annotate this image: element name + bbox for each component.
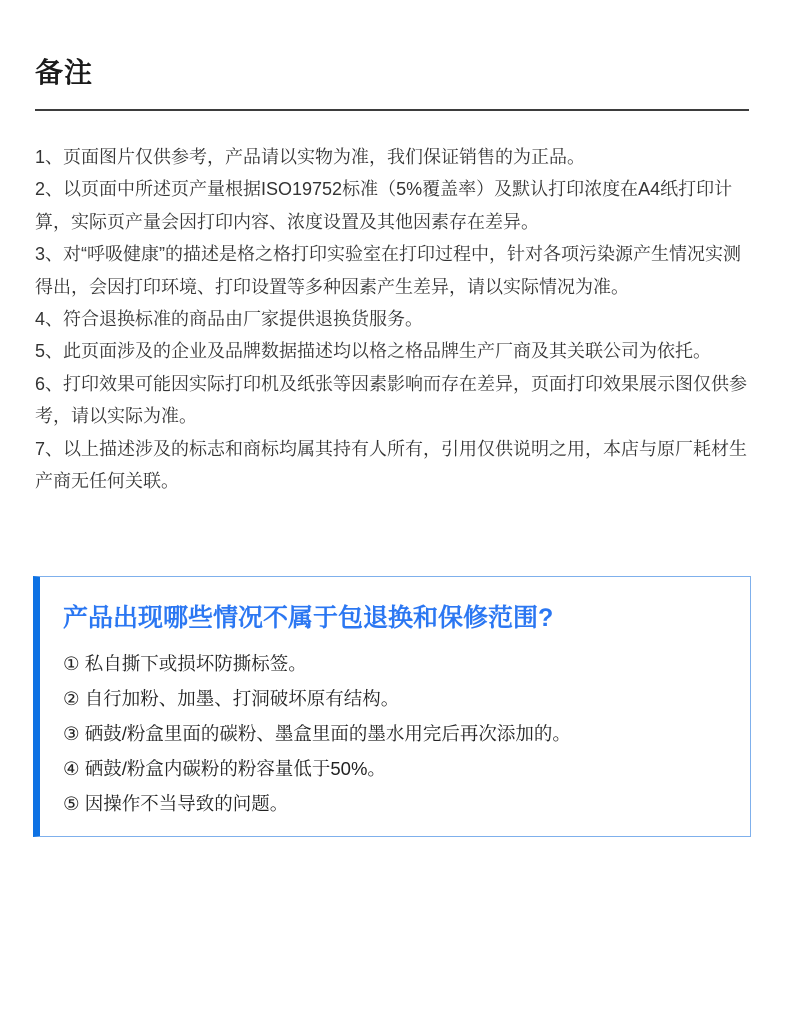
warranty-item: ③ 硒鼓/粉盒里面的碳粉、墨盒里面的墨水用完后再次添加的。 <box>63 723 571 745</box>
warranty-item: ② 自行加粉、加墨、打洞破坏原有结构。 <box>63 688 400 710</box>
note-item: 1、页面图片仅供参考，产品请以实物为准，我们保证销售的为正品。 <box>35 147 586 167</box>
note-item: 2、以页面中所述页产量根据ISO19752标准（5%覆盖率）及默认打印浓度在A4纸打印计算，实际页产量会因打印内容、浓度设置及其他因素存在差异。 <box>35 179 733 232</box>
warranty-item: ④ 硒鼓/粉盒内碳粉的粉容量低于50%。 <box>63 758 386 780</box>
note-item: 6、打印效果可能因实际打印机及纸张等因素影响而存在差异，页面打印效果展示图仅供参考，请以实际为准。 <box>35 373 748 427</box>
warranty-exclusions-title: 产品出现哪些情况不属于包退换和保修范围? <box>63 604 554 633</box>
notes-list <box>35 141 751 497</box>
note-item: 7、以上描述涉及的标志和商标均属其持有人所有，引用仅供说明之用，本店与原厂耗材生产商无任何关联。 <box>35 438 748 492</box>
note-item: 3、对“呼吸健康”的描述是格之格打印实验室在打印过程中，针对各项污染源产生情况实测得出，会因打印环境、打印设置等多种因素产生差异，请以实际情况为准。 <box>35 244 741 297</box>
warranty-item: ⑤ 因操作不当导致的问题。 <box>63 793 289 815</box>
warranty-exclusions-box <box>33 576 751 837</box>
note-item: 5、此页面涉及的企业及品牌数据描述均以格之格品牌生产厂商及其关联公司为依托。 <box>35 341 712 362</box>
warranty-exclusions-list <box>63 646 732 821</box>
note-item: 4、符合退换标准的商品由厂家提供退换货服务。 <box>35 309 424 330</box>
title-divider <box>35 109 749 111</box>
warranty-item: ① 私自撕下或损坏防撕标签。 <box>63 653 307 675</box>
page-title: 备注 <box>35 57 94 88</box>
